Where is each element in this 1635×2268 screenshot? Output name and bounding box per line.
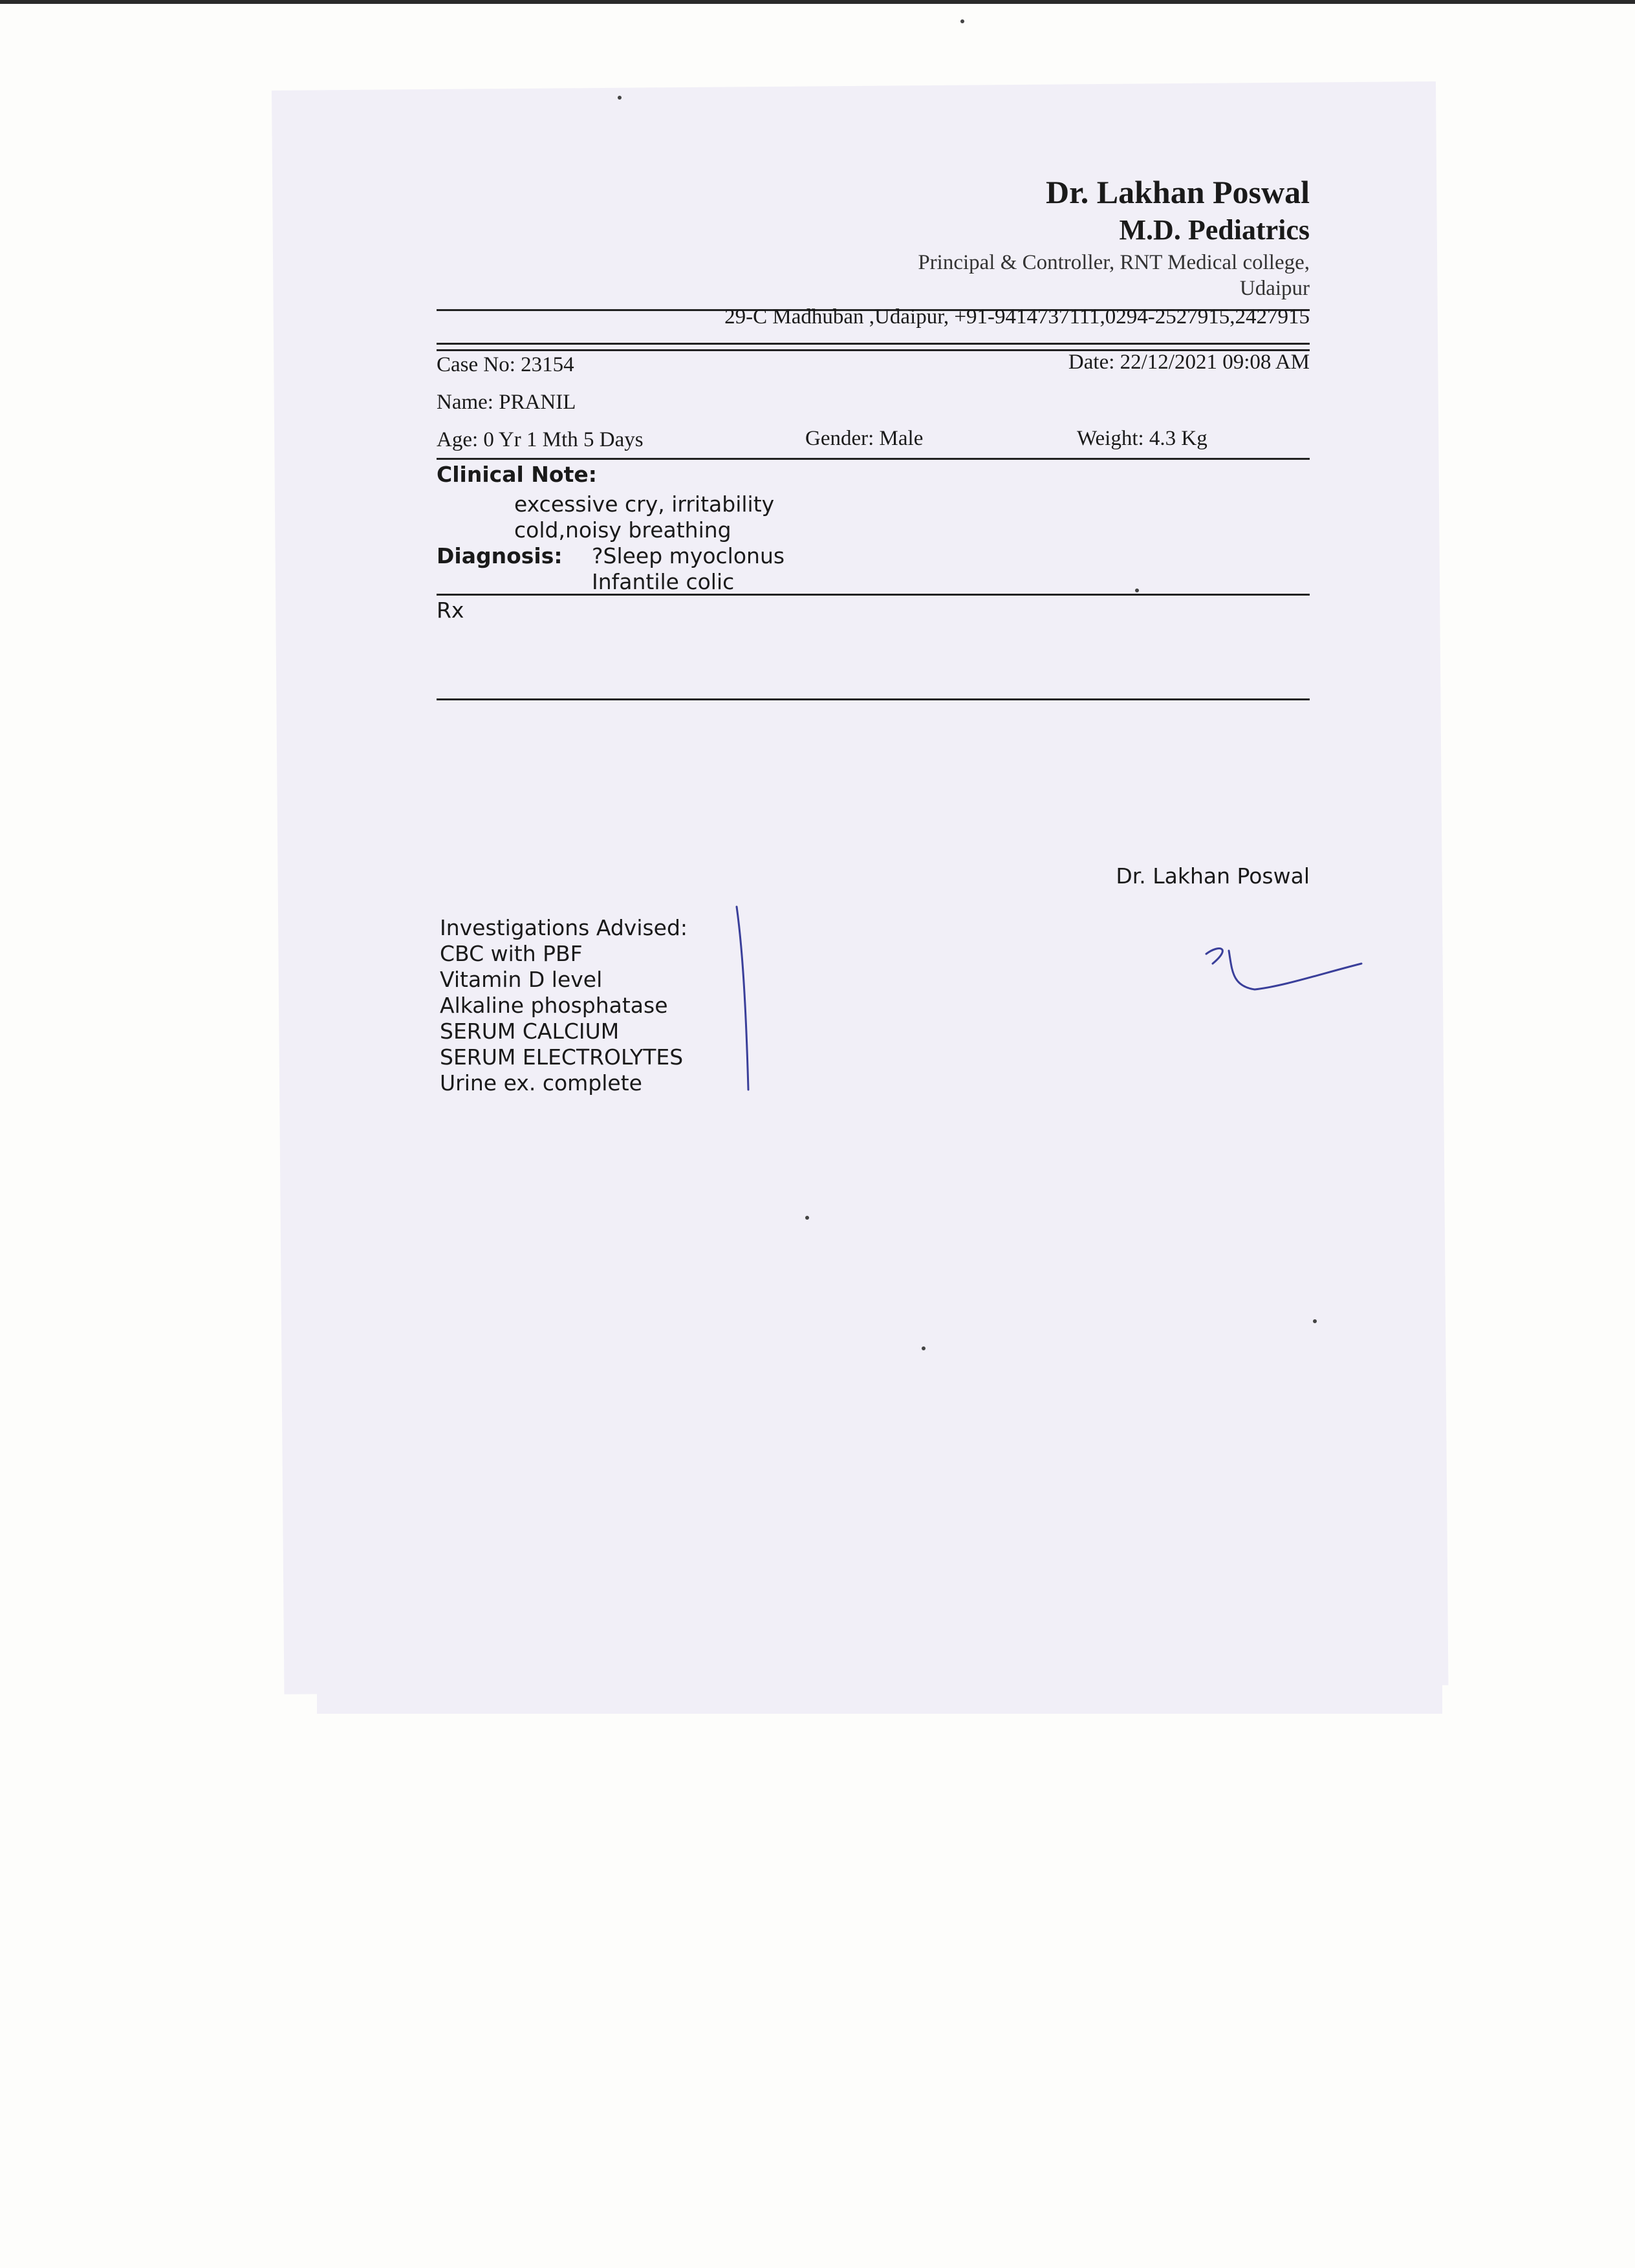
clinic-address: 29-C Madhuban ,Udaipur, +91-9414737111,0294-2527915,2427915 [724, 305, 1310, 329]
doctor-city: Udaipur [1239, 277, 1310, 300]
rx-label: Rx [437, 598, 464, 623]
scan-speck [1313, 1319, 1317, 1323]
prescription-sheet-lower [317, 1552, 1442, 1714]
prescription-content [437, 162, 1310, 1132]
scan-speck [1135, 589, 1139, 592]
diagnosis-label: Diagnosis: [437, 543, 563, 568]
clinical-note-line: cold,noisy breathing [514, 517, 731, 543]
doctor-name: Dr. Lakhan Poswal [1046, 174, 1310, 210]
handwritten-signature [1193, 934, 1368, 1006]
clinical-note-line: excessive cry, irritability [514, 491, 775, 517]
diagnosis-line: ?Sleep myoclonus [592, 543, 785, 568]
pen-stroke-mark [734, 905, 753, 1093]
investigation-item: CBC with PBF [440, 941, 583, 966]
scan-speck [960, 19, 964, 23]
clinical-note-label: Clinical Note: [437, 462, 597, 487]
signature-name: Dr. Lakhan Poswal [1116, 863, 1310, 889]
doctor-designation: Principal & Controller, RNT Medical college, [918, 251, 1310, 274]
scan-edge [0, 0, 1635, 4]
investigation-item: SERUM ELECTROLYTES [440, 1044, 684, 1070]
patient-gender: Gender: Male [805, 427, 924, 450]
scan-speck [618, 96, 622, 100]
header-rule-bottom-1 [437, 343, 1310, 345]
diagnosis-line: Infantile colic [592, 569, 735, 594]
doctor-degree: M.D. Pediatrics [1119, 214, 1310, 246]
scan-speck [805, 1216, 809, 1220]
rx-rule [437, 698, 1310, 700]
scan-speck [922, 1346, 926, 1350]
patient-weight: Weight: 4.3 Kg [1077, 427, 1207, 450]
patient-name: Name: PRANIL [437, 391, 576, 414]
diagnosis-rule [437, 594, 1310, 596]
investigations-title: Investigations Advised: [440, 915, 688, 940]
investigation-item: Alkaline phosphatase [440, 993, 668, 1018]
investigation-item: SERUM CALCIUM [440, 1019, 620, 1044]
investigation-item: Urine ex. complete [440, 1070, 642, 1096]
investigation-item: Vitamin D level [440, 967, 603, 992]
patient-rule [437, 458, 1310, 460]
patient-age: Age: 0 Yr 1 Mth 5 Days [437, 428, 644, 451]
case-number: Case No: 23154 [437, 353, 574, 376]
visit-date: Date: 22/12/2021 09:08 AM [1068, 351, 1310, 374]
